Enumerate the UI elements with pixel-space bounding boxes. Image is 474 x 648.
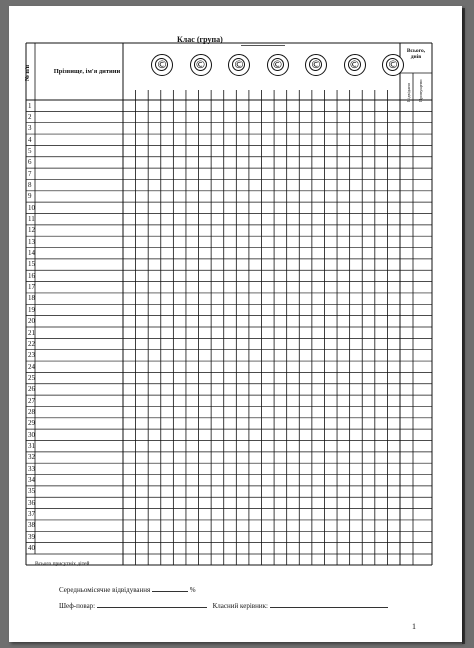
row-number: 11 xyxy=(28,215,35,223)
row-number: 13 xyxy=(28,237,35,246)
row-number: 16 xyxy=(28,271,35,280)
row-number: 37 xyxy=(28,510,35,519)
copyright-symbol: © xyxy=(349,58,360,71)
copyright-symbol: © xyxy=(195,58,206,71)
row-number: 21 xyxy=(28,328,35,337)
row-number: 20 xyxy=(28,317,35,326)
row-number: 15 xyxy=(28,260,35,269)
chef-label: Шеф-повар: xyxy=(59,602,96,610)
page-number: 1 xyxy=(412,622,416,631)
row-number: 6 xyxy=(28,158,32,167)
signatures-line xyxy=(59,600,388,610)
copyright-symbol: © xyxy=(272,58,283,71)
row-number: 36 xyxy=(28,498,35,507)
copyright-symbol: © xyxy=(310,58,322,71)
row-number: 1 xyxy=(28,101,32,110)
row-number: 31 xyxy=(28,442,35,450)
chef-blank xyxy=(97,600,207,608)
class-teacher-blank xyxy=(270,600,388,608)
copyright-symbol: © xyxy=(156,58,168,71)
row-number: 25 xyxy=(28,373,35,382)
copyright-icon xyxy=(305,54,327,76)
row-number: 18 xyxy=(28,294,35,303)
row-number: 19 xyxy=(28,305,35,314)
copyright-icon xyxy=(190,54,212,76)
row-number: 22 xyxy=(28,339,35,348)
row-number: 32 xyxy=(28,453,35,462)
row-number: 35 xyxy=(28,487,35,496)
number-column-header: № п/п xyxy=(25,64,31,81)
document-page xyxy=(9,6,462,642)
copyright-icon xyxy=(267,54,289,76)
name-column-header: Прізвище, ім'я дитини xyxy=(53,68,121,75)
row-number: 29 xyxy=(28,419,35,428)
avg-attendance-line xyxy=(59,584,196,594)
total-days-header: Всього, днів xyxy=(406,48,426,60)
row-number: 7 xyxy=(28,169,32,178)
copyright-symbol: © xyxy=(233,58,245,71)
row-number: 27 xyxy=(28,396,35,405)
avg-attendance-blank xyxy=(152,584,188,592)
row-number: 34 xyxy=(28,476,35,485)
missed-header: Пропущено xyxy=(418,79,423,102)
total-present-label: Всього присутніх дітей xyxy=(35,561,90,567)
row-number: 3 xyxy=(28,124,32,133)
percent-sign: % xyxy=(189,586,196,594)
class-teacher-label: Класний керівник: xyxy=(212,602,268,610)
class-title: Клас (група) xyxy=(177,35,223,44)
row-number: 23 xyxy=(28,351,35,360)
avg-attendance-label: Середньомісячне відвідування xyxy=(59,586,151,594)
row-number: 14 xyxy=(28,249,35,258)
copyright-icon xyxy=(228,54,250,76)
copyright-icon xyxy=(151,54,173,76)
row-number: 28 xyxy=(28,407,35,416)
row-number: 4 xyxy=(28,135,32,144)
row-number: 2 xyxy=(28,112,32,121)
row-number: 26 xyxy=(28,385,35,394)
row-number: 24 xyxy=(28,362,35,371)
row-number: 38 xyxy=(28,521,35,530)
row-number: 5 xyxy=(28,146,32,155)
row-number: 10 xyxy=(28,203,35,212)
page-shadow xyxy=(462,8,465,644)
row-number: 12 xyxy=(28,226,35,235)
row-number: 9 xyxy=(28,192,32,201)
row-number: 40 xyxy=(28,544,35,553)
copyright-icon xyxy=(344,54,366,76)
copyright-symbol: © xyxy=(387,58,399,71)
row-number: 8 xyxy=(28,180,32,189)
attended-header: Відвідано xyxy=(406,83,411,102)
row-number: 33 xyxy=(28,464,35,473)
attendance-grid xyxy=(9,6,462,606)
row-number: 30 xyxy=(28,430,35,439)
copyright-icon xyxy=(382,54,404,76)
row-number: 17 xyxy=(28,283,35,292)
row-number: 39 xyxy=(28,532,35,541)
